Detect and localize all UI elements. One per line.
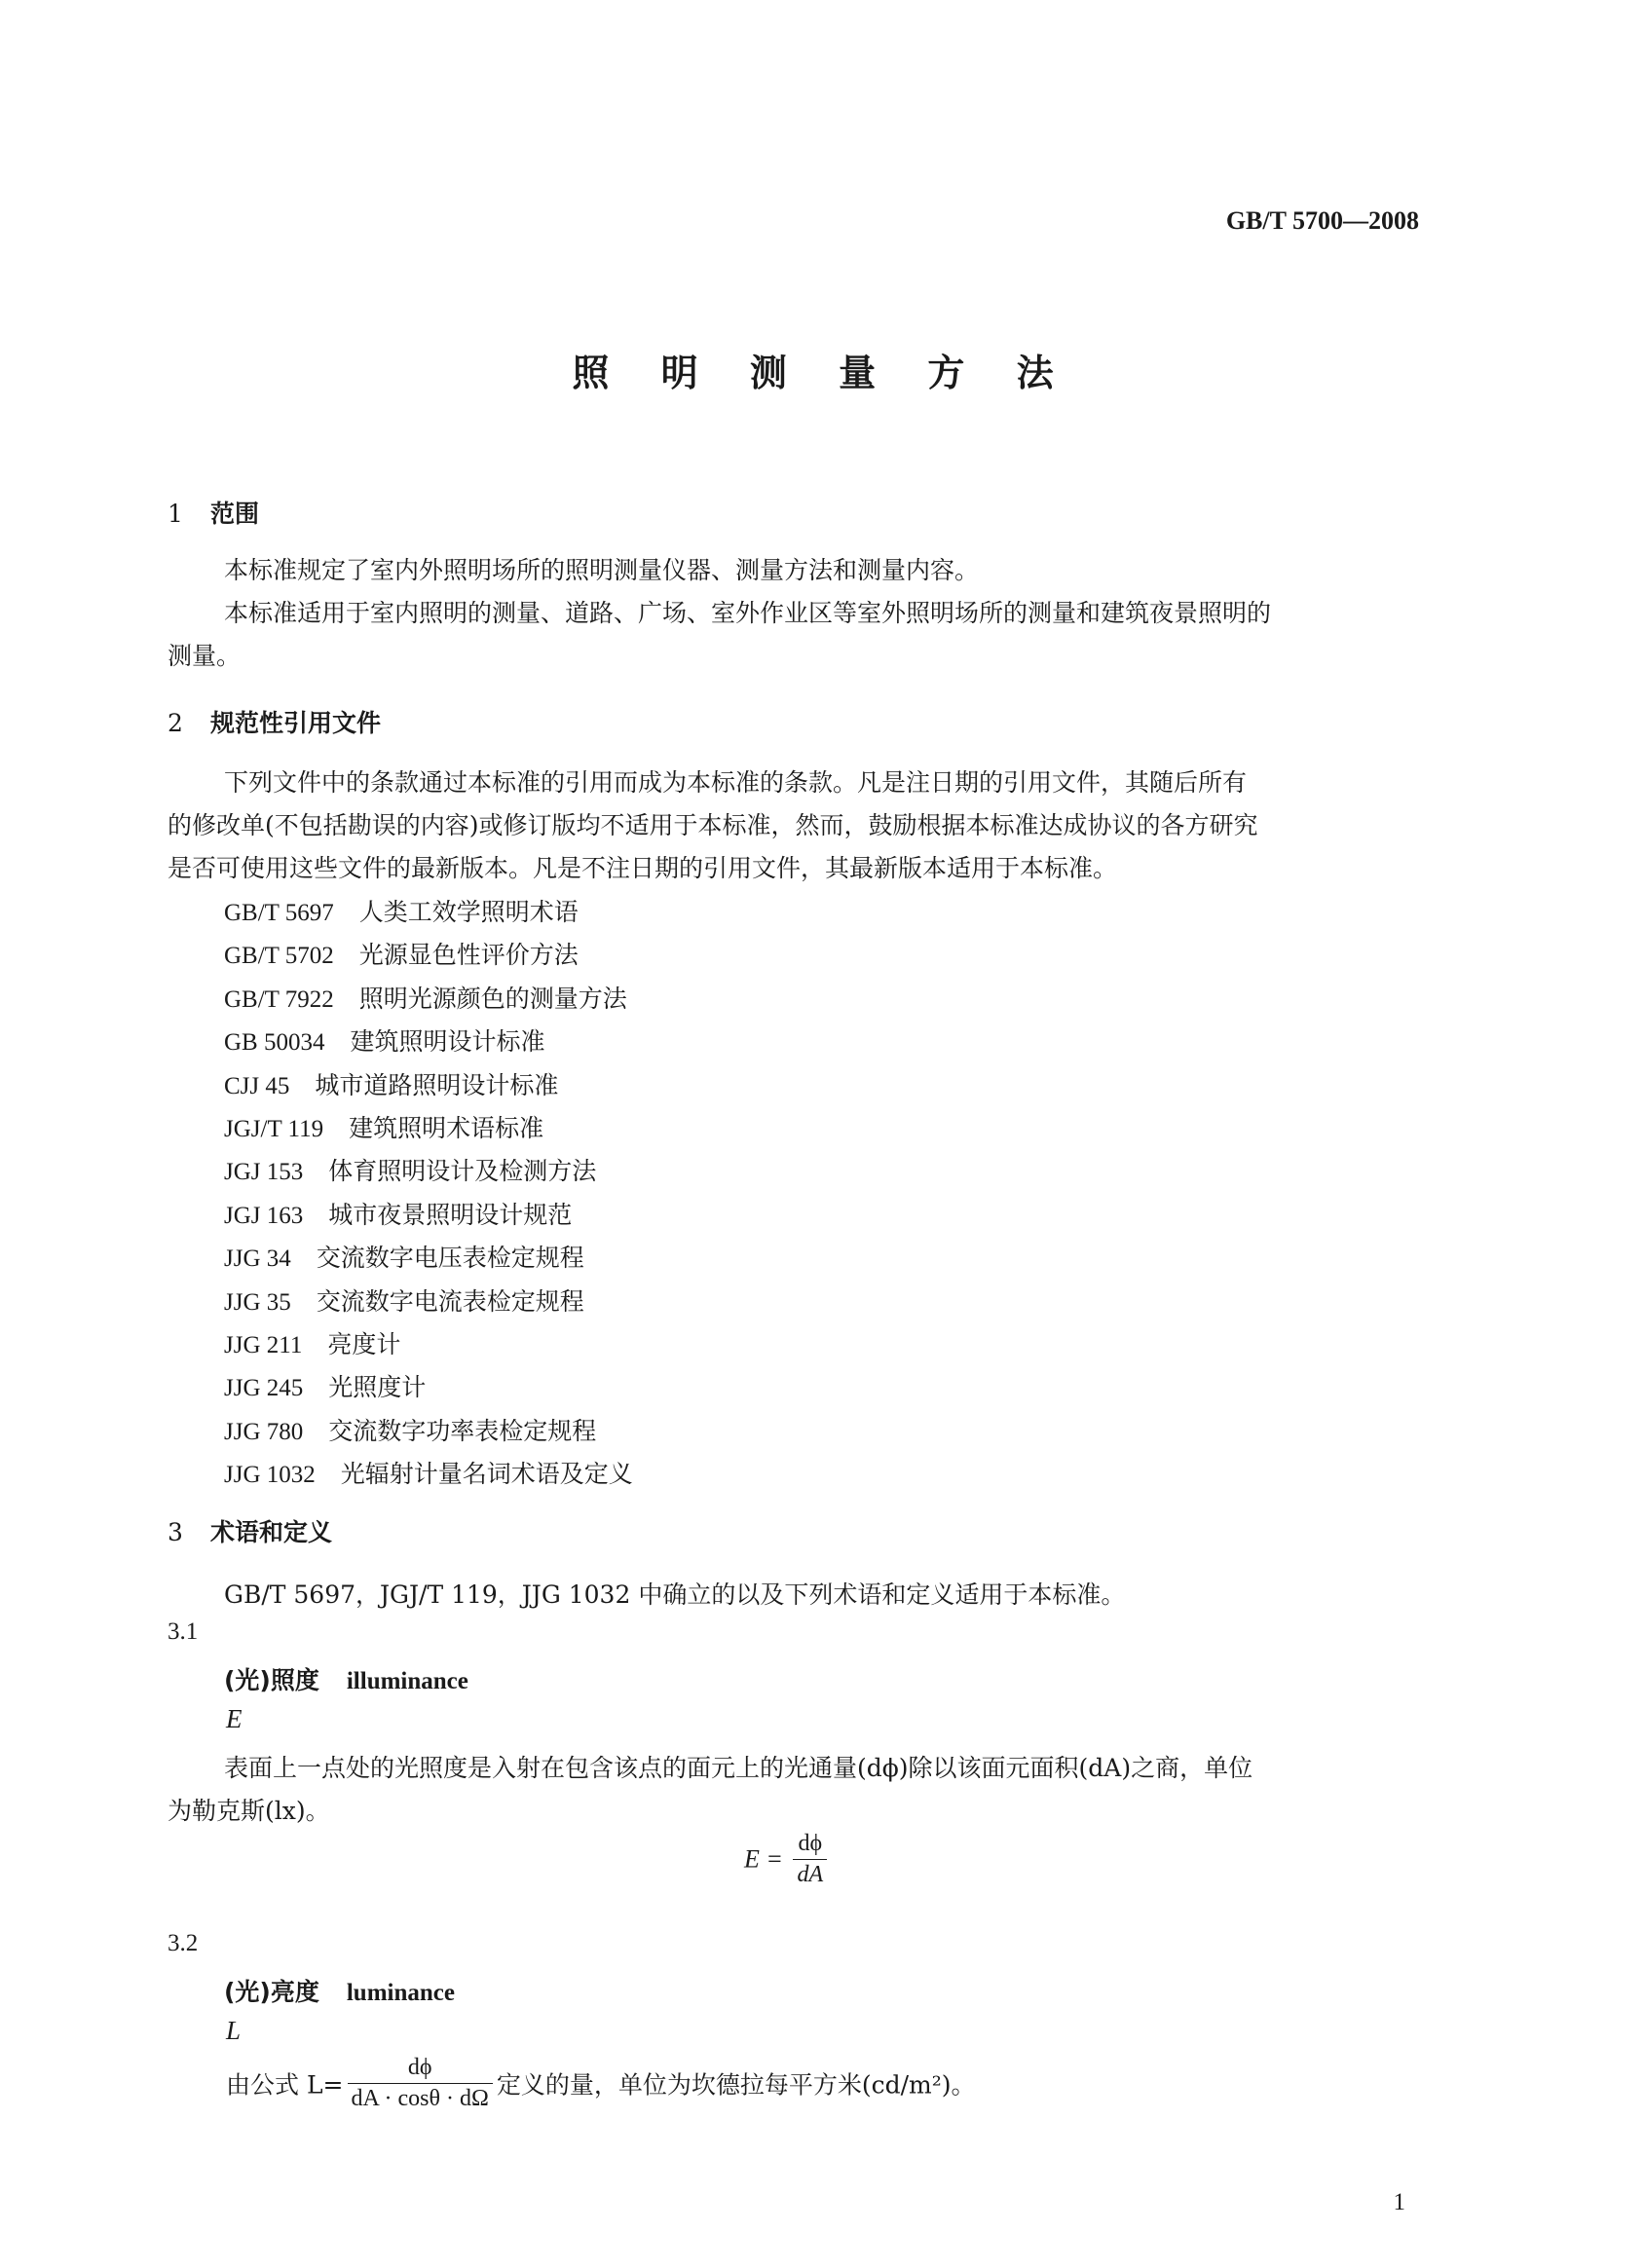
definition-luminance bbox=[226, 2055, 976, 2112]
reference-title: 建筑照明设计标准 bbox=[350, 1027, 545, 1057]
reference-item bbox=[224, 1239, 584, 1274]
reference-item bbox=[224, 1325, 400, 1360]
reference-item bbox=[224, 1152, 596, 1187]
reference-code: JJG 780 bbox=[224, 1418, 304, 1445]
reference-code: JJG 245 bbox=[224, 1375, 304, 1402]
paragraph: GB/T 5697，JGJ/T 119，JJG 1032 中确立的以及下列术语和定义适用于本标准。 bbox=[224, 1580, 1126, 1609]
reference-item bbox=[224, 1368, 426, 1403]
reference-item bbox=[224, 893, 579, 928]
reference-item bbox=[224, 936, 579, 971]
reference-title: 光辐射计量名词术语及定义 bbox=[340, 1460, 633, 1489]
definition: 表面上一点处的光照度是入射在包含该点的面元上的光通量(dϕ)除以该面元面积(dA)之商，单位 bbox=[224, 1754, 1253, 1782]
reference-title: 交流数字电压表检定规程 bbox=[316, 1244, 584, 1273]
reference-title: 人类工效学照明术语 bbox=[358, 898, 579, 926]
reference-item bbox=[224, 1283, 584, 1318]
term-en: illuminance bbox=[346, 1668, 468, 1694]
section-number: 1 bbox=[168, 500, 183, 528]
reference-title: 亮度计 bbox=[327, 1330, 401, 1358]
formula-lhs: E = bbox=[744, 1844, 783, 1874]
term-en: luminance bbox=[346, 1980, 455, 2006]
term-heading bbox=[224, 1661, 468, 1696]
reference-item bbox=[224, 1109, 543, 1144]
reference-title: 建筑照明术语标准 bbox=[349, 1114, 544, 1142]
fraction-numerator: dϕ bbox=[407, 2055, 432, 2080]
reference-title: 照明光源颜色的测量方法 bbox=[358, 984, 627, 1013]
reference-item bbox=[224, 1196, 572, 1231]
paragraph: 本标准规定了室内外照明场所的照明测量仪器、测量方法和测量内容。 bbox=[224, 556, 980, 584]
paragraph: 是否可使用这些文件的最新版本。凡是不注日期的引用文件，其最新版本适用于本标准。 bbox=[168, 854, 1118, 882]
section-title: 术语和定义 bbox=[210, 1518, 333, 1546]
paragraph: 下列文件中的条款通过本标准的引用而成为本标准的条款。凡是注日期的引用文件，其随后所有 bbox=[224, 768, 1248, 797]
term-heading bbox=[224, 1973, 455, 2008]
reference-code: JGJ 163 bbox=[224, 1202, 304, 1229]
fraction bbox=[793, 1831, 827, 1888]
reference-code: CJJ 45 bbox=[224, 1072, 290, 1099]
subsection-number: 3.1 bbox=[168, 1618, 199, 1645]
section-number: 3 bbox=[168, 1518, 183, 1546]
reference-item bbox=[224, 1022, 545, 1058]
reference-title: 体育照明设计及检测方法 bbox=[328, 1157, 597, 1186]
subsection-number: 3.2 bbox=[168, 1930, 199, 1956]
reference-code: JGJ 153 bbox=[224, 1159, 304, 1186]
term-symbol: E bbox=[226, 1704, 243, 1733]
formula-illuminance bbox=[744, 1831, 831, 1888]
reference-code: JJG 1032 bbox=[224, 1462, 316, 1489]
standard-code: GB/T 5700—2008 bbox=[1225, 206, 1419, 235]
paragraph: 的修改单(不包括勘误的内容)或修订版均不适用于本标准，然而，鼓励根据本标准达成协议的各方研究 bbox=[168, 811, 1258, 839]
section-1-heading bbox=[168, 495, 259, 530]
reference-title: 城市道路照明设计标准 bbox=[315, 1070, 559, 1099]
page-title: 照 明 测 量 方 法 bbox=[572, 352, 1073, 394]
reference-title: 城市夜景照明设计规范 bbox=[328, 1200, 573, 1229]
reference-title: 光照度计 bbox=[328, 1373, 427, 1402]
reference-title: 光源显色性评价方法 bbox=[358, 941, 579, 970]
reference-code: JGJ/T 119 bbox=[224, 1116, 324, 1142]
reference-code: GB/T 5697 bbox=[224, 900, 334, 926]
reference-code: JJG 34 bbox=[224, 1246, 291, 1273]
reference-item bbox=[224, 1412, 596, 1447]
reference-code: GB 50034 bbox=[224, 1029, 325, 1057]
definition: 为勒克斯(lx)。 bbox=[168, 1797, 330, 1825]
term-cn: (光)照度 bbox=[224, 1666, 319, 1694]
definition-suffix: 定义的量，单位为坎德拉每平方米(cd/m²)。 bbox=[496, 2070, 976, 2100]
paragraph: 测量。 bbox=[168, 642, 242, 670]
page-number: 1 bbox=[1393, 2189, 1405, 2215]
reference-item bbox=[224, 1455, 633, 1490]
section-2-heading bbox=[168, 704, 381, 739]
reference-title: 交流数字电流表检定规程 bbox=[316, 1286, 584, 1316]
section-number: 2 bbox=[168, 709, 183, 737]
section-3-heading bbox=[168, 1513, 332, 1548]
reference-code: JJG 35 bbox=[224, 1288, 291, 1316]
paragraph: 本标准适用于室内照明的测量、道路、广场、室外作业区等室外照明场所的测量和建筑夜景照明的 bbox=[224, 599, 1272, 627]
section-title: 规范性引用文件 bbox=[210, 709, 382, 737]
fraction-denominator: dA · cosθ · dΩ bbox=[348, 2083, 493, 2112]
reference-item bbox=[224, 1066, 558, 1101]
term-cn: (光)亮度 bbox=[224, 1978, 319, 2006]
reference-code: GB/T 7922 bbox=[224, 985, 334, 1013]
fraction bbox=[348, 2055, 493, 2112]
term-symbol: L bbox=[226, 2016, 242, 2045]
reference-title: 交流数字功率表检定规程 bbox=[328, 1416, 597, 1445]
reference-code: JJG 211 bbox=[224, 1332, 303, 1358]
section-title: 范围 bbox=[210, 500, 260, 528]
definition-prefix: 由公式 L= bbox=[226, 2070, 344, 2100]
reference-item bbox=[224, 980, 627, 1015]
fraction-numerator: dϕ bbox=[798, 1831, 823, 1856]
fraction-denominator: dA bbox=[793, 1859, 827, 1888]
reference-code: GB/T 5702 bbox=[224, 943, 334, 970]
